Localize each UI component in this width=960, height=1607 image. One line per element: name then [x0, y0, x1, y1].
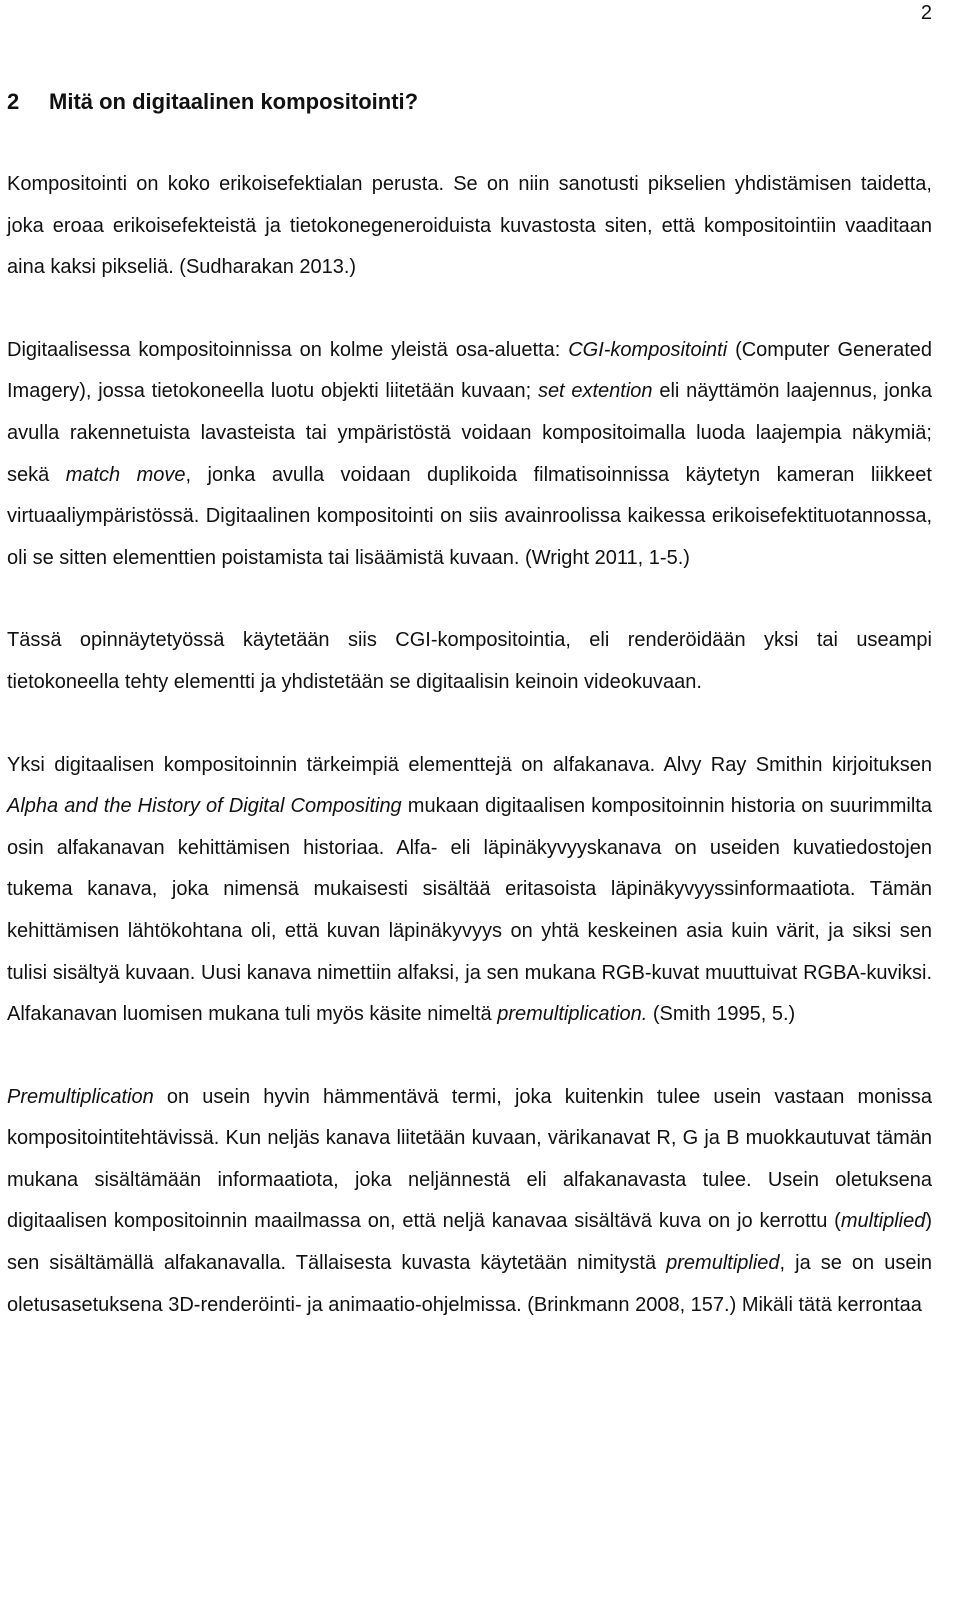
- section-heading: [7, 84, 932, 120]
- text-run: on usein hyvin hämmentävä termi, joka kuitenkin tulee usein vastaan monissa kompositointitehtävissä. Kun neljäs kanava liitetään kuvaan, värikanavat R, G ja B muokkautuvat tämän mukana sisältämään informaatiota, joka neljännestä eli alfakanavasta tulee. Usein oletuksena digitaalisen kompositoinnin maailmassa on, että neljä kanavaa sisältävä kuva on jo kerrottu (: [7, 1085, 932, 1233]
- text-run: , jonka avulla voidaan duplikoida filmatisoinnissa käytetyn kameran liikkeet virtuaaliympäristössä. Digitaalinen kompositointi on siis avainroolissa kaikessa erikoisefektituotannossa, oli se sitten elementtien poistamista tai lisäämistä kuvaan. (Wright 2011, 1-5.): [7, 463, 932, 569]
- text-run: , ja se on usein oletusasetuksena 3D-renderöinti- ja animaatio-ohjelmissa. (Brinkmann 2008, 157.) Mikäli tätä kerrontaa: [7, 1252, 933, 1316]
- text-run: Yksi digitaalisen kompositoinnin tärkeimpiä elementtejä on alfakanava. Alvy Ray Smithin kirjoituksen: [7, 753, 932, 776]
- text-run: (Smith 1995, 5.): [647, 1003, 796, 1026]
- paragraph-alpha-channel: [7, 745, 932, 1036]
- italic-term: multiplied: [840, 1210, 926, 1233]
- text-run: ) sen sisältämällä alfakanavalla. Tällaisesta kuvasta käytetään nimitystä: [7, 1210, 932, 1275]
- text-run: mukaan digitaalisen kompositoinnin historia on suurimmilta osin alfakanavan kehittämisen historiaa. Alfa- eli läpinäkyvyyskanava on useiden kuvatiedostojen tukema kanava, joka nimensä mukaisesti sisältää eritasoista läpinäkyvyyssinformaatiota. Tämän kehittämisen lähtökohtana oli, että kuvan läpinäkyvyys on yhtä keskeinen asia kuin värit, ja siksi sen tulisi sisältyä kuvaan. Uusi kanava nimettiin alfaksi, ja sen mukana RGB-kuvat muuttuivat RGBA-kuviksi. Alfakanavan luomisen mukana tuli myös käsite nimeltä: [7, 795, 932, 1026]
- paragraph-text: Kompositointi on koko erikoisefektialan perusta. Se on niin sanotusti pikselien yhdistämisen taidetta, joka eroaa erikoisefekteistä ja tietokonegeneroiduista kuvastosta siten, että kompositointiin vaaditaan aina kaksi pikseliä. (Sudharakan 2013.): [7, 173, 932, 279]
- text-run: Digitaalisessa kompositoinnissa on kolme yleistä osa-aluetta:: [7, 338, 569, 361]
- paragraph-intro: [7, 164, 932, 289]
- italic-term: Premultiplication: [7, 1085, 154, 1108]
- italic-term: CGI-kompositointi: [568, 338, 728, 361]
- document-body: [7, 84, 932, 1367]
- text-run: eli näyttämön laajennus, jonka avulla rakennetuista lavasteista tai ympäristöstä voidaan kompositoimalla luoda laajempia näkymiä; sekä: [7, 380, 932, 486]
- italic-title: Alpha and the History of Digital Compositing: [7, 795, 402, 818]
- paragraph-premultiplication: [7, 1077, 932, 1327]
- italic-term: match move: [65, 463, 186, 486]
- italic-term: set extention: [537, 380, 653, 403]
- section-title: Mitä on digitaalinen kompositointi?: [49, 89, 419, 114]
- italic-term: premultiplication.: [497, 1003, 648, 1026]
- paragraph-compositing-areas: [7, 330, 932, 580]
- text-run: (Computer Generated Imagery), jossa tietokoneella luotu objekti liitetään kuvaan;: [7, 338, 932, 403]
- paragraph-text: Tässä opinnäytetyössä käytetään siis CGI-kompositointia, eli renderöidään yksi tai useampi tietokoneella tehty elementti ja yhdistetään se digitaalisin keinoin videokuvaan.: [7, 629, 932, 693]
- italic-term: premultiplied: [666, 1252, 780, 1275]
- page-number: 2: [920, 2, 932, 24]
- paragraph-thesis-scope: [7, 620, 932, 703]
- section-number: 2: [7, 89, 20, 114]
